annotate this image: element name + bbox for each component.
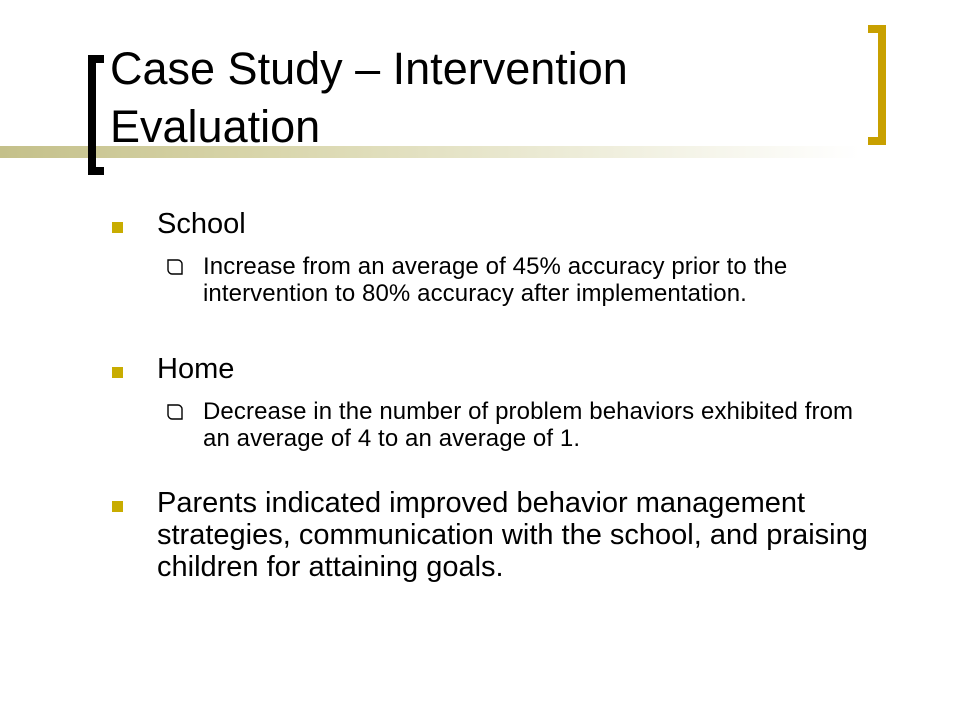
sub-bullet-school-text: Increase from an average of 45% accuracy prior to the intervention to 80% accuracy after implementation. bbox=[203, 253, 788, 307]
bullet-parents-label: Parents indicated improved behavior management strategies, communication with the school, and praising children for attaining goals. bbox=[157, 487, 868, 583]
bullet-home bbox=[112, 353, 882, 452]
bullet-school bbox=[112, 208, 882, 307]
square-bullet-icon bbox=[112, 501, 123, 512]
slide-title: Case Study – Intervention Evaluation bbox=[110, 43, 628, 152]
bullet-home-label: Home bbox=[157, 353, 235, 385]
sub-bullet-home bbox=[112, 398, 882, 452]
left-bracket-icon bbox=[88, 55, 104, 175]
right-bracket-icon bbox=[868, 25, 886, 145]
square-bullet-icon bbox=[112, 222, 123, 233]
slide-content bbox=[112, 208, 882, 583]
hollow-square-bullet-icon bbox=[166, 258, 184, 276]
square-bullet-icon bbox=[112, 367, 123, 378]
sub-bullet-school bbox=[112, 253, 882, 307]
bullet-parents bbox=[112, 487, 882, 583]
bullet-school-label: School bbox=[157, 208, 246, 240]
sub-bullet-home-text: Decrease in the number of problem behaviors exhibited from an average of 4 to an average of 1. bbox=[203, 398, 854, 452]
hollow-square-bullet-icon bbox=[166, 403, 184, 421]
